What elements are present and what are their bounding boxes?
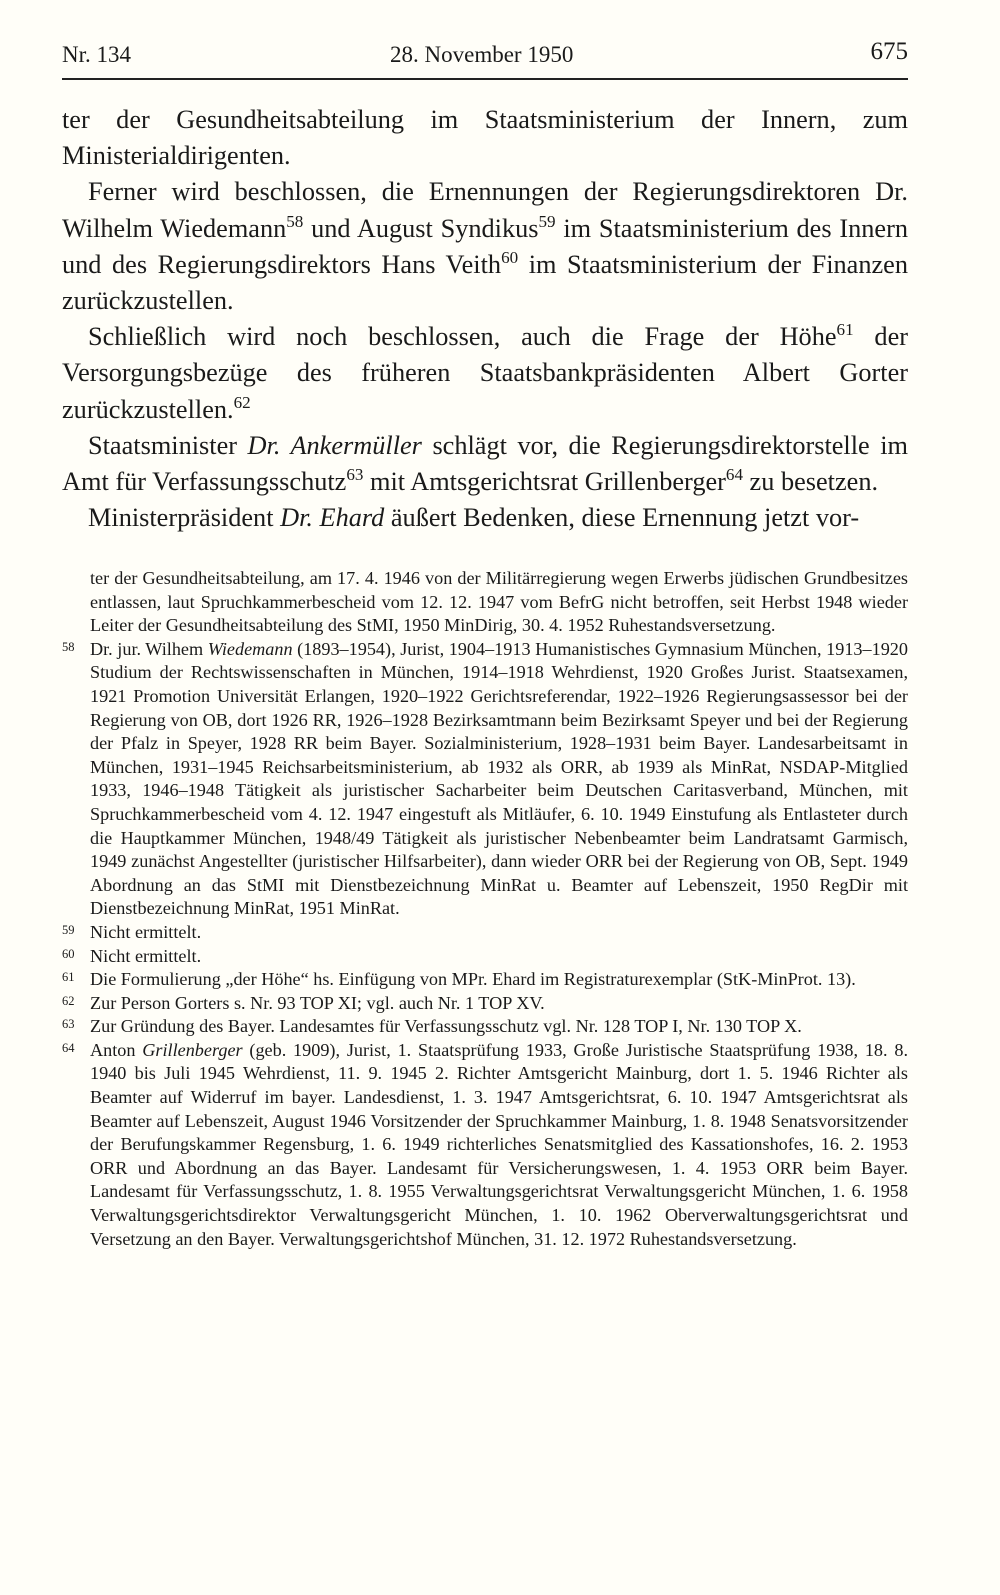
footnote-number: 59 [62,922,75,937]
paragraph-text: mit Amtsgerichtsrat Grillenberger [363,467,726,497]
paragraph [62,319,908,428]
footnote-number: 61 [62,970,75,985]
footnote-ref[interactable]: 61 [836,319,854,339]
footnote-ref[interactable]: 64 [725,464,743,484]
paragraph-text: äußert Bedenken, diese Ernennung jetzt vor- [384,503,860,533]
footnote-text: Nicht ermittelt. [90,945,202,966]
document-number: Nr. 134 [62,42,131,67]
footnote-ref[interactable]: 58 [286,211,304,231]
paragraph-text: ter der Gesundheitsabteilung im Staatsministerium der Innern, zum Ministerialdirigenten. [62,105,908,171]
footnote-text: (1893–1954), Jurist, 1904–1913 Humanistisches Gymnasium München, 1913–1920 Studium der Rechtswissenschaften in München, 1914–1918 Wehrdienst, 1920 Großes Jurist. Staatsexamen, 1921 Promotion Universität Erlangen, 1920–1922 Gerichtsreferendar, 1922–1926 Regierungsassessor bei der Regierung von OB, dort 1926 RR, 1926–1928 Bezirksamtmann beim Bezirksamt Speyer und bei der Regierung der Pfalz in Speyer, 1928 RR beim Bayer. Sozialministerium, 1928–1931 beim Bayer. Landesarbeitsamt in München, 1931–1945 Reichsarbeitsministerium, ab 1932 als ORR, ab 1939 als MinRat, NSDAP-Mitglied 1933, 1946–1948 Tätigkeit als juristischer Sacharbeiter beim Deutschen Caritasverband, München, mit Spruchkammerbescheid vom 4. 12. 1947 eingestuft als Mitläufer, 6. 10. 1949 Einstufung als Entlasteter durch die Hauptkammer München, 1948/49 Tätigkeit als juristischer Nebenbeamter beim Landratsamt Garmisch, 1949 zunächst Angestellter (juristischer Hilfsarbeiter), dann wieder ORR bei der Regierung von OB, Sept. 1949 Abordnung an das StMI mit Dienstbezeichnung MinRat u. Beamter auf Lebenszeit, 1950 RegDir mit Dienstbezeichnung MinRat, 1951 MinRat. [90,638,908,919]
footnote-number: 64 [62,1040,75,1055]
person-name: Wiedemann [207,638,293,659]
footnote-text: Zur Gründung des Bayer. Landesamtes für Verfassungsschutz vgl. Nr. 128 TOP I, Nr. 130 TOP X. [90,1016,802,1037]
paragraph-text: Ministerpräsident [88,503,281,533]
paragraph-text: der Versorgungsbezüge des früheren Staatsbankpräsidenten Albert Gorter zurückzustellen. [62,322,909,424]
footnote-63 [62,1015,908,1039]
document-date: 28. November 1950 [390,42,574,67]
person-name: Dr. Ankermüller [247,430,422,460]
paragraph-text: zu besetzen. [742,467,879,497]
paragraph [62,428,908,500]
footnote-text: Anton [90,1039,143,1060]
footnotes [62,567,908,1251]
footnote-ref[interactable]: 63 [346,464,364,484]
footnote-61 [62,968,908,992]
paragraph [62,174,908,319]
footnote-number: 62 [62,993,75,1008]
footnote-text: Die Formulierung „der Höhe“ hs. Einfügung von MPr. Ehard im Registraturexemplar (StK-MinProt. 13). [90,969,856,990]
paragraph [62,500,908,536]
footnote-ref[interactable]: 60 [501,247,519,267]
paragraph-text: im Staatsministerium des Innern und des Regierungsdirektors Hans Veith [62,213,908,279]
footnote-text: Dr. jur. Wilhem [90,638,208,659]
footnote-59 [62,921,908,945]
footnote-text: Zur Person Gorters s. Nr. 93 TOP XI; vgl. auch Nr. 1 TOP XV. [90,992,545,1013]
footnote-text: Nicht ermittelt. [90,921,202,942]
paragraph-text: Staatsminister [88,430,248,460]
main-text [62,102,908,536]
paragraph-text: schlägt vor, die Regierungsdirektorstelle im Amt für Verfassungsschutz [62,430,908,497]
person-name: Dr. Ehard [280,503,385,533]
page-number: 675 [870,38,908,65]
footnote-62 [62,992,908,1016]
footnote-ref[interactable]: 62 [233,392,251,412]
footnote-60 [62,945,908,969]
footnote-64 [62,1039,908,1251]
page-header [62,38,908,78]
footnote-number: 60 [62,946,75,961]
footnote-text: ter der Gesundheitsabteilung, am 17. 4. 1946 von der Militärregierung wegen Erwerbs jüdischen Grundbesitzes entlassen, laut Spruchkammerbescheid vom 12. 12. 1947 vom BefrG nicht betroffen, seit Herbst 1948 wieder Leiter der Gesundheitsabteilung des StMI, 1950 MinDirig, 30. 4. 1952 Ruhestandsversetzung. [90,568,908,636]
paragraph-text: Ferner wird beschlossen, die Ernennungen der Regierungsdirektoren Dr. Wilhelm Wiedemann [62,177,908,243]
footnote-continuation [62,567,908,638]
footnote-number: 63 [62,1017,75,1032]
footnote-text: (geb. 1909), Jurist, 1. Staatsprüfung 1933, Große Juristische Staatsprüfung 1938, 18. 8. 1940 bis Juli 1945 Wehrdienst, 11. 9. 1945 2. Richter Amtsgericht Mainburg, dort 1. 5. 1946 Richter als Beamter auf Widerruf im bayer. Landesdienst, 1. 3. 1947 Amtsgerichtsrat, 6. 10. 1947 Amtsgerichtsrat als Beamter auf Lebenszeit, August 1946 Vorsitzender der Spruchkammer Mainburg, 1. 8. 1948 Senatsvorsitzender der Berufungskammer Regensburg, 1. 6. 1949 richterliches Senatsmitglied des Kassationshofes, 16. 2. 1953 ORR und Abordnung an das Bayer. Landesamt für Versicherungswesen, 1. 4. 1953 ORR beim Bayer. Landesamt für Verfassungsschutz, 1. 8. 1955 Verwaltungsgerichtsrat Verwaltungsgericht München, 1. 6. 1958 Verwaltungsgerichtsdirektor Verwaltungsgericht München, 1. 10. 1962 Oberverwaltungsgerichtsrat und Versetzung an den Bayer. Verwaltungsgerichtshof München, 31. 12. 1972 Ruhestandsversetzung. [90,1039,909,1249]
header-rule [62,78,908,80]
person-name: Grillenberger [142,1039,243,1060]
paragraph-text: und August Syndikus [303,213,539,243]
footnote-58 [62,638,908,921]
paragraph-text: Schließlich wird noch beschlossen, auch die Frage der Höhe [88,322,837,352]
paragraph [62,102,908,174]
footnote-ref[interactable]: 59 [538,211,556,231]
paragraph-text: im Staatsministerium der Finanzen zurückzustellen. [62,249,908,316]
footnote-number: 58 [62,639,75,654]
